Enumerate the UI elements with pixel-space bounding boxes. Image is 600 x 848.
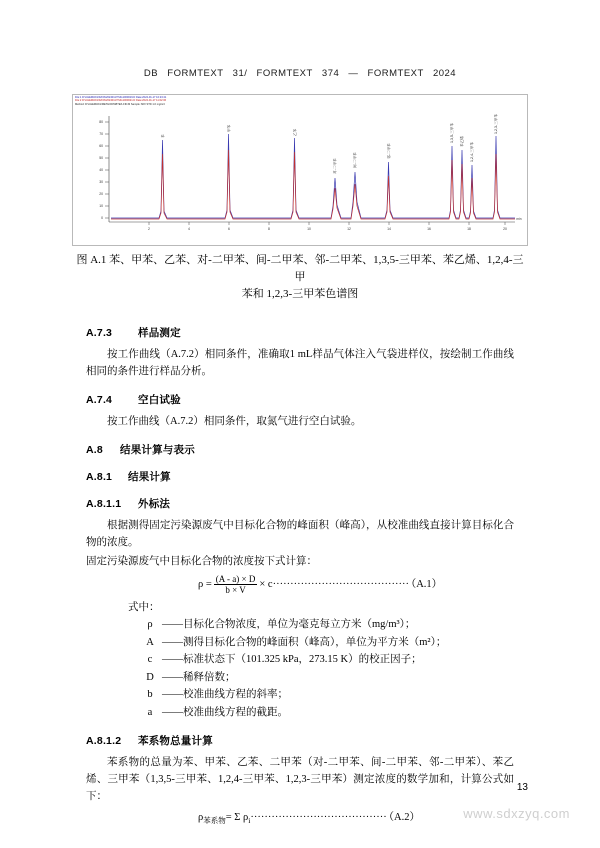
definition-item — [86, 669, 514, 687]
peak-label-9: 1,2,3-三甲苯 — [494, 114, 498, 134]
heading-a74 — [86, 392, 514, 407]
header-part-3: FORMTEXT — [256, 68, 313, 79]
definition-item — [86, 634, 514, 652]
definition-text: ——目标化合物浓度，单位为毫克每立方米（mg/m³）； — [162, 619, 416, 630]
formula-a1-denominator: b × V — [225, 585, 246, 595]
formula-a1 — [86, 574, 514, 595]
peak-label-6: 1,3,5-三甲苯 — [450, 123, 454, 143]
paragraph-a811-2: 固定污染源废气中目标化合物的浓度按下式计算： — [86, 556, 317, 567]
peak-label-3: 对-二甲苯 — [333, 158, 337, 174]
definition-text: ——校准曲线方程的截距。 — [162, 706, 288, 718]
paragraph-a812-1: 苯系物的总量为苯、甲苯、乙苯、二甲苯（对-二甲苯、间-二甲苯、邻-二甲苯）、苯乙烯、三甲苯（1,3,5-三甲苯、1,2,4-三甲苯、1,2,3-三甲苯）测定浓度的数学加和，计算公式如下： — [86, 757, 514, 802]
svg-text:2: 2 — [148, 227, 150, 231]
chromatogram-figure — [72, 94, 528, 246]
definition-symbol: ρ — [147, 619, 153, 630]
page-number: 13 — [516, 782, 528, 793]
chromatogram-metadata — [75, 96, 525, 110]
formula-a1-fraction — [214, 574, 258, 595]
svg-text:14: 14 — [387, 227, 391, 231]
heading-a74-number: A.7.4 — [86, 394, 113, 406]
svg-text:10: 10 — [99, 204, 103, 209]
formula-a2-left-subscript: 苯系物 — [203, 816, 226, 826]
header-part-5: — — [348, 68, 359, 79]
heading-a812-title: 苯系物总量计算 — [138, 735, 213, 747]
peak-label-4: 间-二甲苯 — [353, 152, 357, 168]
svg-text:12: 12 — [347, 227, 351, 231]
paragraph-a811-1: 根据测得固定污染源废气中目标化合物的峰面积（峰高），从校准曲线直接计算目标化合物的浓度。 — [86, 520, 514, 548]
definition-text: ——测得目标化合物的峰面积（峰高），单位为平方米（m²）； — [162, 636, 447, 648]
heading-a811-title: 外标法 — [138, 498, 171, 510]
heading-a81-number: A.8.1 — [86, 471, 113, 483]
chromatogram-meta-line-3: Method: D:\CHEM32\1\METHODS\BTEX-FID.M Sample: MIX STD 1.0 mg/m3 — [75, 102, 165, 106]
peak-label-5: 邻-二甲苯 — [387, 143, 391, 159]
definition-text: ——稀释倍数； — [162, 671, 236, 683]
svg-text:70: 70 — [99, 132, 103, 137]
definition-symbol: a — [147, 706, 153, 718]
heading-a811 — [86, 496, 514, 511]
formula-a2-eq: = Σ ρ — [225, 812, 249, 823]
peak-label-2: 乙苯 — [293, 128, 297, 136]
heading-a811-number: A.8.1.1 — [86, 498, 122, 510]
header-part-6: FORMTEXT — [367, 68, 424, 79]
where-label: 式中： — [128, 602, 160, 613]
heading-a73 — [86, 325, 514, 340]
formula-a2-right-subscript: i — [248, 816, 251, 826]
svg-text:20: 20 — [99, 192, 103, 197]
chromatogram-meta-line-2: File:2 D:\CHEM32\1\DATA\20240117\SIG1000021.D Date:2024-01-17 11:02:06 — [75, 99, 167, 103]
svg-text:10: 10 — [307, 227, 311, 231]
header-part-4: 374 — [321, 68, 340, 79]
chromatogram-meta-line-1: File:1 D:\CHEM32\1\DATA\20240117\SIG1000019.D Date:2024-01-17 10:23:41 — [75, 96, 167, 99]
svg-text:18: 18 — [467, 227, 471, 231]
heading-a74-title: 空白试验 — [138, 394, 181, 406]
heading-a73-number: A.7.3 — [86, 327, 113, 339]
formula-a1-left: ρ = — [198, 578, 212, 590]
definition-symbol: D — [146, 671, 154, 683]
svg-text:4: 4 — [188, 227, 190, 231]
heading-a81 — [86, 469, 514, 484]
formula-a2-number: （A.2） — [388, 812, 420, 823]
header-part-7: 2024 — [432, 68, 457, 79]
definition-item — [86, 616, 514, 634]
header-part-2: 31/ — [232, 68, 248, 79]
page-header — [0, 68, 600, 79]
chromatogram-plot — [75, 110, 527, 246]
heading-a812-number: A.8.1.2 — [86, 735, 122, 747]
formula-a2-leader: ······································· — [250, 812, 387, 823]
header-part-1: FORMTEXT — [167, 68, 224, 79]
symbol-definition-list — [86, 616, 514, 721]
definition-item — [86, 651, 514, 669]
figure-caption — [72, 252, 528, 303]
header-part-0: DB — [143, 68, 159, 79]
heading-a8-title: 结果计算与表示 — [120, 444, 195, 456]
formula-a2-left: ρ — [198, 812, 204, 823]
formula-a1-leader: ······································· — [272, 578, 409, 590]
figure-caption-line-2: 苯和 1,2,3-三甲苯色谱图 — [241, 288, 359, 300]
svg-text:60: 60 — [99, 144, 103, 149]
svg-text:0: 0 — [101, 216, 103, 221]
definition-symbol: c — [147, 654, 153, 665]
definition-text: ——标准状态下（101.325 kPa，273.15 K）的校正因子； — [162, 654, 422, 665]
watermark: www.sdxzyq.com — [463, 806, 570, 821]
svg-text:8: 8 — [268, 227, 270, 231]
paragraph-a73: 按工作曲线（A.7.2）相同条件，准确取1 mL样品气体注入气袋进样仪，按绘制工作曲线相同的条件进行样品分析。 — [86, 349, 514, 377]
definition-symbol: b — [147, 689, 153, 700]
svg-text:30: 30 — [99, 180, 103, 185]
definition-item — [86, 704, 514, 722]
svg-text:40: 40 — [99, 168, 103, 173]
definition-item — [86, 686, 514, 704]
heading-a8 — [86, 442, 514, 457]
formula-a1-tail: × c — [259, 578, 273, 590]
formula-a1-numerator: (A - a) × D — [215, 574, 256, 584]
definition-symbol: A — [146, 636, 154, 648]
formula-a1-number: （A.1） — [410, 578, 443, 590]
formula-a2 — [86, 809, 514, 829]
document-body — [86, 313, 514, 831]
svg-text:16: 16 — [427, 227, 431, 231]
definition-text: ——校准曲线方程的斜率； — [162, 689, 288, 700]
peak-label-7: 苯乙烯 — [460, 136, 464, 147]
heading-a8-number: A.8 — [86, 444, 103, 456]
peak-label-1: 甲苯 — [227, 124, 231, 132]
peak-label-0: 苯 — [161, 134, 165, 138]
heading-a81-title: 结果计算 — [128, 471, 171, 483]
heading-a812 — [86, 733, 514, 748]
peak-label-8: 1,2,4-三甲苯 — [470, 142, 474, 162]
svg-text:80: 80 — [99, 120, 103, 125]
svg-text:20: 20 — [503, 227, 507, 231]
heading-a73-title: 样品测定 — [138, 327, 181, 339]
paragraph-a74: 按工作曲线（A.7.2）相同条件，取氮气进行空白试验。 — [107, 416, 362, 427]
figure-caption-line-1: 图 A.1 苯、甲苯、乙苯、对-二甲苯、间-二甲苯、邻-二甲苯、1,3,5-三甲苯、苯乙烯、1,2,4-三甲 — [76, 254, 524, 283]
svg-text:50: 50 — [99, 156, 103, 161]
svg-text:min: min — [516, 217, 522, 221]
svg-text:6: 6 — [228, 227, 230, 231]
